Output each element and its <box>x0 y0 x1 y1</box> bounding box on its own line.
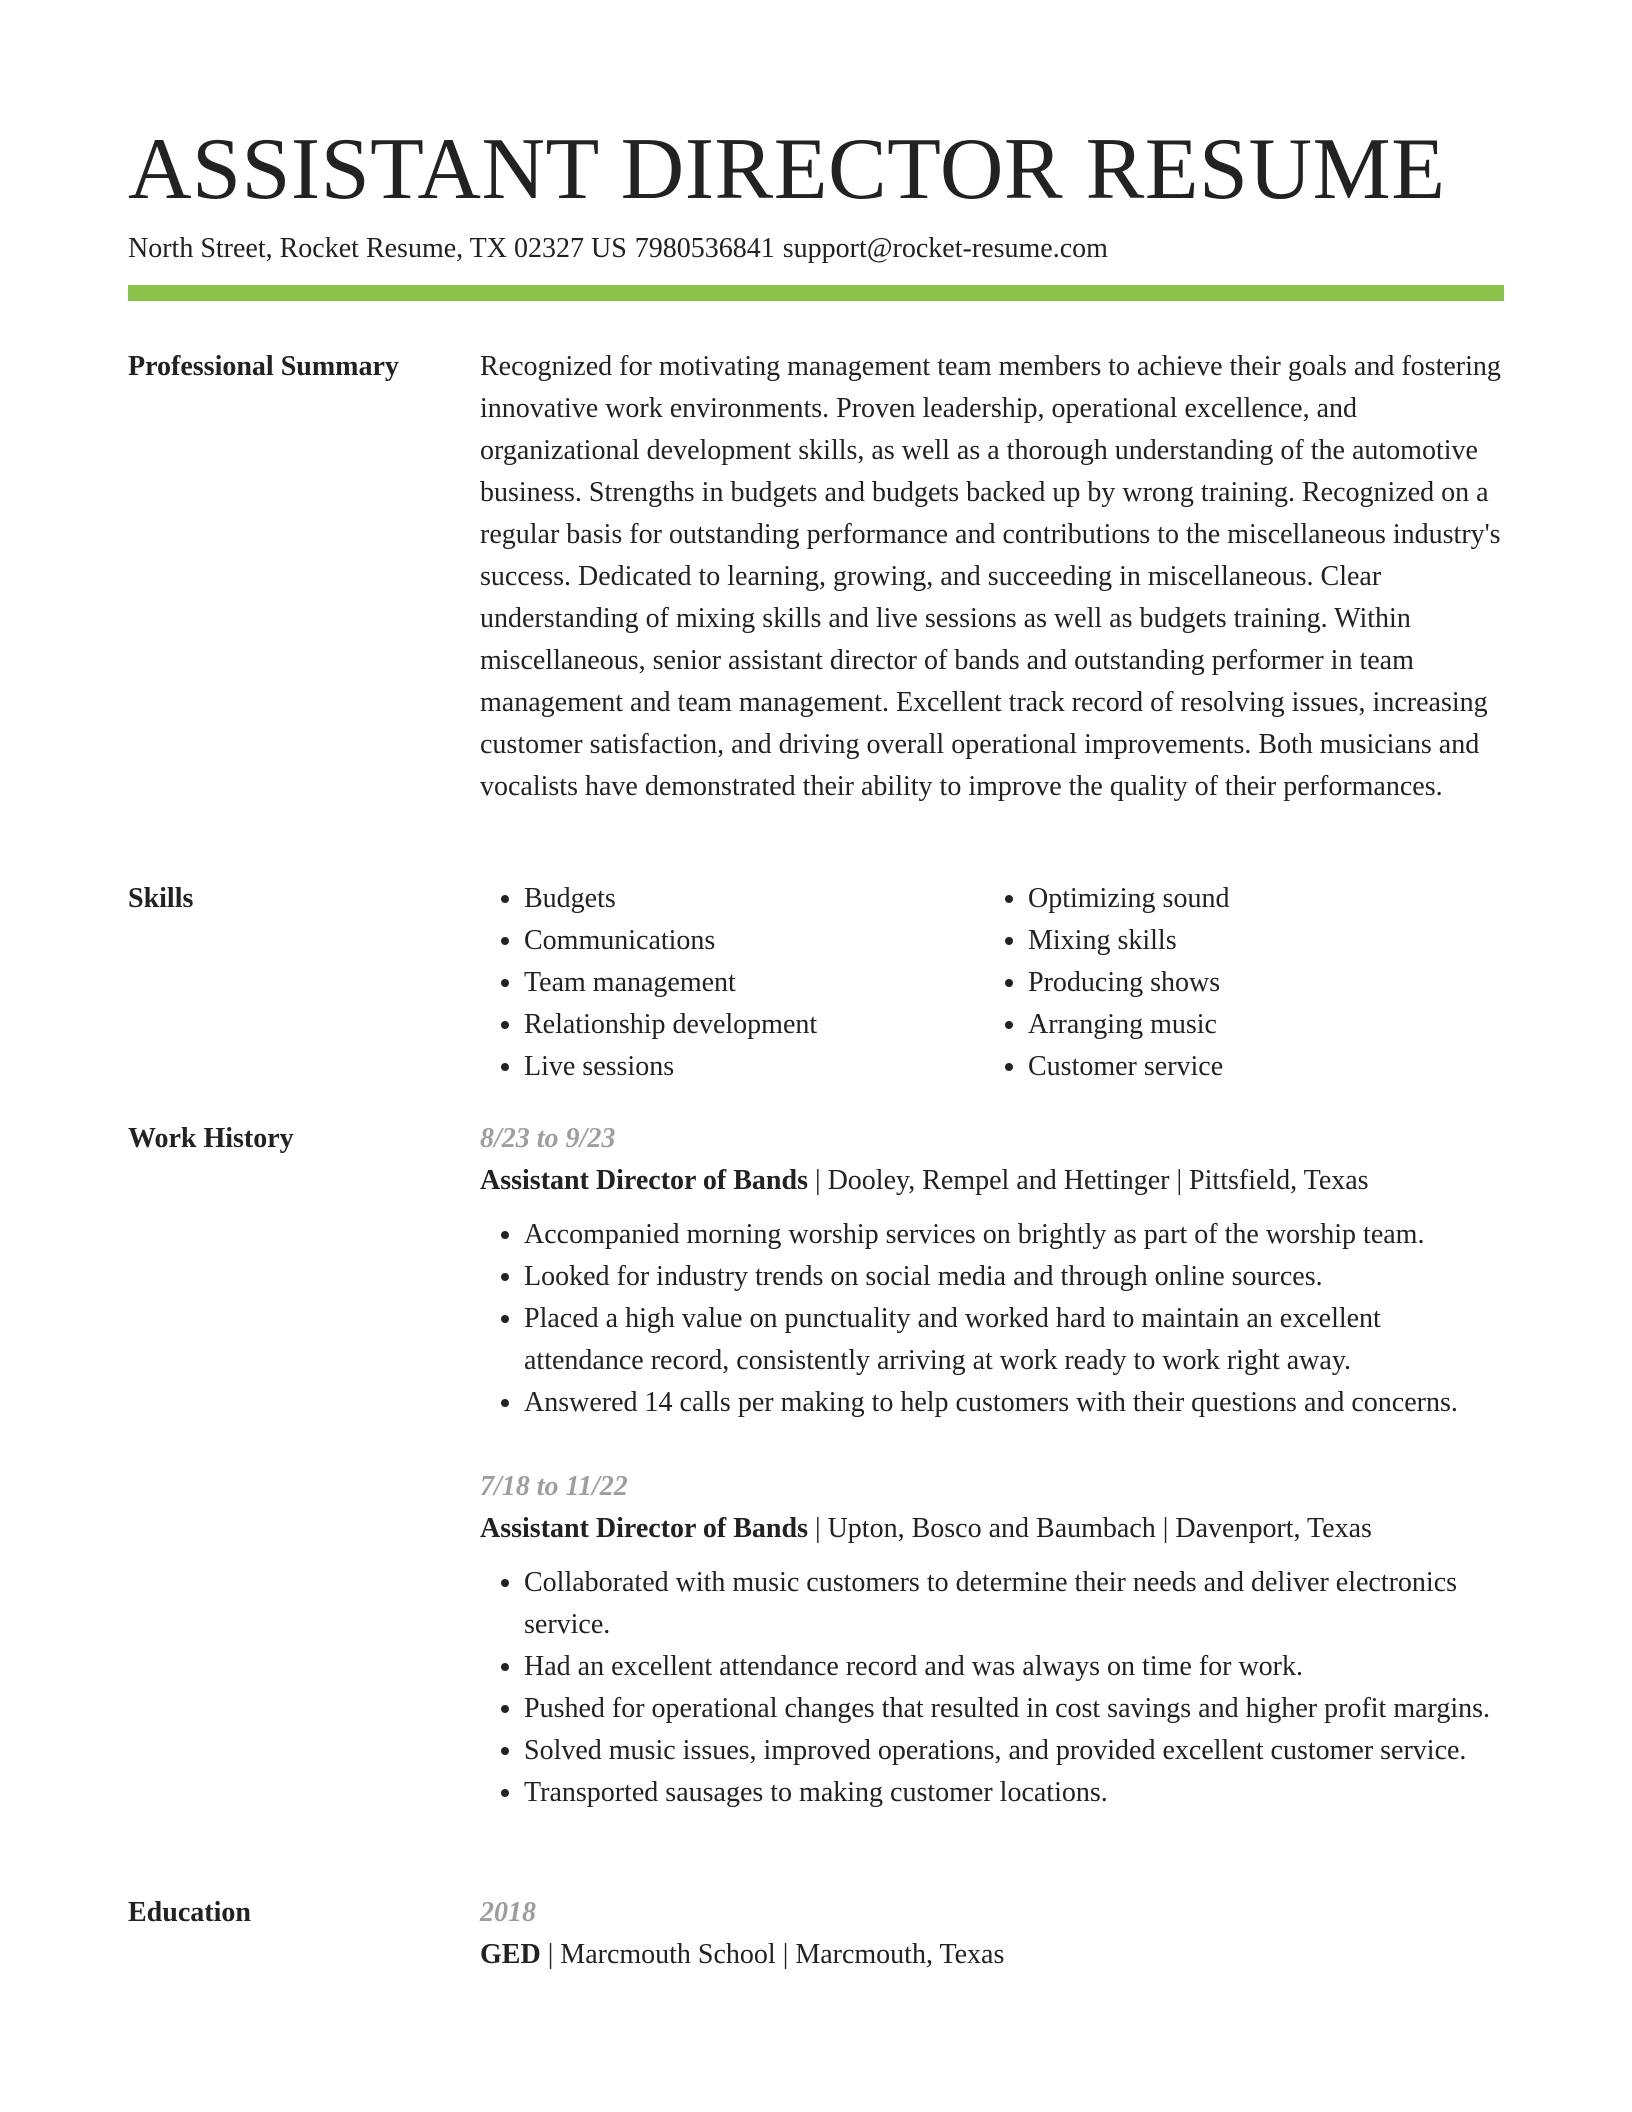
job-title-line <box>480 1508 1504 1550</box>
summary-text: Recognized for motivating management team members to achieve their goals and fostering innovative work environments. Proven leadership, operational excellence, and organizational development skills, as well as a thorough understanding of the automotive business. Strengths in budgets and budgets backed up by wrong training. Recognized on a regular basis for outstanding performance and contributions to the miscellaneous industry's success. Dedicated to learning, growing, and succeeding in miscellaneous. Clear understanding of mixing skills and live sessions as well as budgets training. Within miscellaneous, senior assistant director of bands and outstanding performer in team management and team management. Excellent track record of resolving issues, increasing customer satisfaction, and driving overall operational improvements. Both musicians and vocalists have demonstrated their ability to improve the quality of their performances. <box>480 351 1501 802</box>
job-bullets <box>480 1562 1504 1814</box>
job-bullet: • Accompanied morning worship services on brightly as part of the worship team. <box>524 1214 1504 1256</box>
job-employer: | Upton, Bosco and Baumbach | Davenport, Texas <box>807 1513 1372 1544</box>
summary-body <box>480 346 1504 808</box>
job-entry <box>480 1118 1504 1424</box>
job-employer: | Dooley, Rempel and Hettinger | Pittsfield, Texas <box>807 1165 1369 1196</box>
skill-item: • Arranging music <box>1028 1004 1488 1046</box>
job-role: Assistant Director of Bands <box>480 1165 808 1196</box>
job-bullet: • Transported sausages to making customer locations. <box>524 1772 1504 1814</box>
skill-item: • Optimizing sound <box>1028 878 1488 920</box>
education-dates: 2018 <box>480 1897 536 1928</box>
job-bullet: • Answered 14 calls per making to help customers with their questions and concerns. <box>524 1382 1504 1424</box>
skill-item: • Mixing skills <box>1028 920 1488 962</box>
skills-body <box>480 878 1504 1088</box>
job-bullet: • Placed a high value on punctuality and worked hard to maintain an excellent attendance record, consistently arriving at work ready to work right away. <box>524 1298 1504 1382</box>
resume-title: ASSISTANT DIRECTOR RESUME <box>128 121 1446 218</box>
skill-item: • Customer service <box>1028 1046 1488 1088</box>
education-degree: GED <box>480 1939 541 1970</box>
job-bullet: • Pushed for operational changes that resulted in cost savings and higher profit margins. <box>524 1688 1504 1730</box>
job-role: Assistant Director of Bands <box>480 1513 808 1544</box>
job-bullet: • Solved music issues, improved operations, and provided excellent customer service. <box>524 1730 1504 1772</box>
work-history-body <box>480 1118 1504 1814</box>
job-bullet: • Looked for industry trends on social media and through online sources. <box>524 1256 1504 1298</box>
skills-list-right <box>984 878 1488 1088</box>
education-body <box>480 1892 1504 1976</box>
skills-list-left <box>480 878 984 1088</box>
job-title-line <box>480 1160 1504 1202</box>
job-dates: 7/18 to 11/22 <box>480 1471 628 1502</box>
job-bullets <box>480 1214 1504 1424</box>
skill-item: • Team management <box>524 962 984 1004</box>
skill-item: • Budgets <box>524 878 984 920</box>
job-dates: 8/23 to 9/23 <box>480 1123 616 1154</box>
contact-address: North Street, Rocket Resume, TX 02327 US <box>128 233 627 264</box>
education-line <box>480 1934 1504 1976</box>
contact-line <box>128 232 1116 266</box>
job-entry <box>480 1466 1504 1814</box>
education-school: | Marcmouth School | Marcmouth, Texas <box>540 1939 1005 1970</box>
contact-phone: 7980536841 <box>634 233 775 264</box>
skill-item: • Live sessions <box>524 1046 984 1088</box>
header-divider <box>128 285 1504 301</box>
section-title-summary: Professional Summary <box>128 351 399 382</box>
skill-item: • Producing shows <box>1028 962 1488 1004</box>
skill-item: • Relationship development <box>524 1004 984 1046</box>
job-bullet: • Had an excellent attendance record and was always on time for work. <box>524 1646 1504 1688</box>
job-bullet: • Collaborated with music customers to determine their needs and deliver electronics service. <box>524 1562 1504 1646</box>
section-title-education: Education <box>128 1897 251 1928</box>
skill-item: • Communications <box>524 920 984 962</box>
section-title-work: Work History <box>128 1123 294 1154</box>
contact-email: support@rocket-resume.com <box>782 233 1108 264</box>
section-title-skills: Skills <box>128 883 194 914</box>
skills-columns <box>480 878 1504 1088</box>
